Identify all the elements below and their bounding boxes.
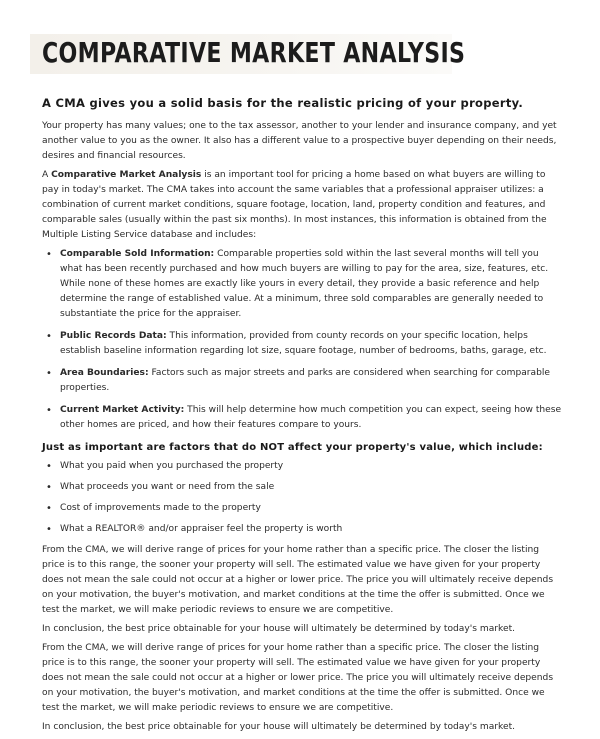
cma-paragraph	[42, 168, 562, 243]
closing-paragraph: From the CMA, we will derive range of prices for your home rather than a specific price. The closer the listing price is to this range, the sooner your property will sell. The estimated value we have given for your property does not mean the sale could not occur at a higher or lower price. The price you will ultimately receive depends on your motivation, the buyer's motivation, and market conditions at the time the offer is submitted. Once we test the market, we will make periodic reviews to ensure we are competitive.	[42, 545, 554, 615]
list-item	[60, 403, 562, 433]
cma-term: Comparative Market Analysis	[51, 170, 202, 180]
intro-paragraph: Your property has many values; one to the tax assessor, another to your lender and insurance company, and yet another value to you as the owner. It also has a different value to a prospective buyer depending on their needs, desires and financial resources.	[42, 121, 557, 161]
factor-text: This will help determine how much competition you can expect, seeing how these other homes are priced, and how their features compare to yours.	[60, 405, 562, 430]
list-item: • What you paid when you purchased the property	[60, 459, 562, 474]
conclusion-paragraph: In conclusion, the best price obtainable for your house will ultimately be determined by today's market.	[42, 722, 516, 732]
closing-paragraph: From the CMA, we will derive range of prices for your home rather than a specific price. The closer the listing price is to this range, the sooner your property will sell. The estimated value we have given for your property does not mean the sale could not occur at a higher or lower price. The price you will ultimately receive depends on your motivation, the buyer's motivation, and market conditions at the time the offer is submitted. Once we test the market, we will make periodic reviews to ensure we are competitive.	[42, 643, 554, 713]
page-title: COMPARATIVE MARKET ANALYSIS	[42, 36, 466, 69]
factor-text: This information, provided from county records on your specific location, helps establish baseline information regarding lot size, square footage, number of bedrooms, baths, garage, etc.	[60, 331, 547, 356]
factor-text: Comparable properties sold within the last several months will tell you what has been recently purchased and how much buyers are willing to pay for the area, size, features, etc. While none of these homes are exactly like yours in every detail, they provide a basic reference and help determine the range of established value. At a minimum, three sold comparables are generally needed to substantiate the price for the appraiser.	[60, 249, 549, 319]
list-item	[60, 366, 562, 396]
cma-prefix: A	[42, 170, 52, 180]
not-factors-list	[42, 459, 562, 537]
document-body	[42, 96, 562, 739]
list-item: • What a REALTOR® and/or appraiser feel the property is worth	[60, 522, 562, 537]
list-item	[60, 247, 562, 322]
factor-label: Public Records Data:	[60, 331, 167, 341]
list-item: • Cost of improvements made to the property	[60, 501, 562, 516]
list-item: • What proceeds you want or need from the sale	[60, 480, 562, 495]
factor-label: Area Boundaries:	[60, 368, 149, 378]
factor-label: Comparable Sold Information:	[60, 249, 215, 259]
conclusion-paragraph: In conclusion, the best price obtainable for your house will ultimately be determined by today's market.	[42, 624, 516, 634]
cma-rest: is an important tool for pricing a home based on what buyers are willing to pay in today's market. The CMA takes into account the same variables that a professional appraiser utilizes: a combination of current market conditions, square footage, location, land, property condition and features, and comparable sales (usually within the past six months). In most instances, this information is obtained from the Multiple Listing Service database and includes:	[42, 170, 547, 240]
factors-list	[42, 247, 562, 433]
subheading: Just as important are factors that do NOT affect your property's value, which include:	[42, 442, 543, 453]
factor-label: Current Market Activity:	[60, 405, 185, 415]
factor-text: Factors such as major streets and parks are considered when searching for comparable properties.	[60, 368, 550, 393]
section-heading: A CMA gives you a solid basis for the realistic pricing of your property.	[42, 96, 524, 110]
list-item	[60, 329, 562, 359]
